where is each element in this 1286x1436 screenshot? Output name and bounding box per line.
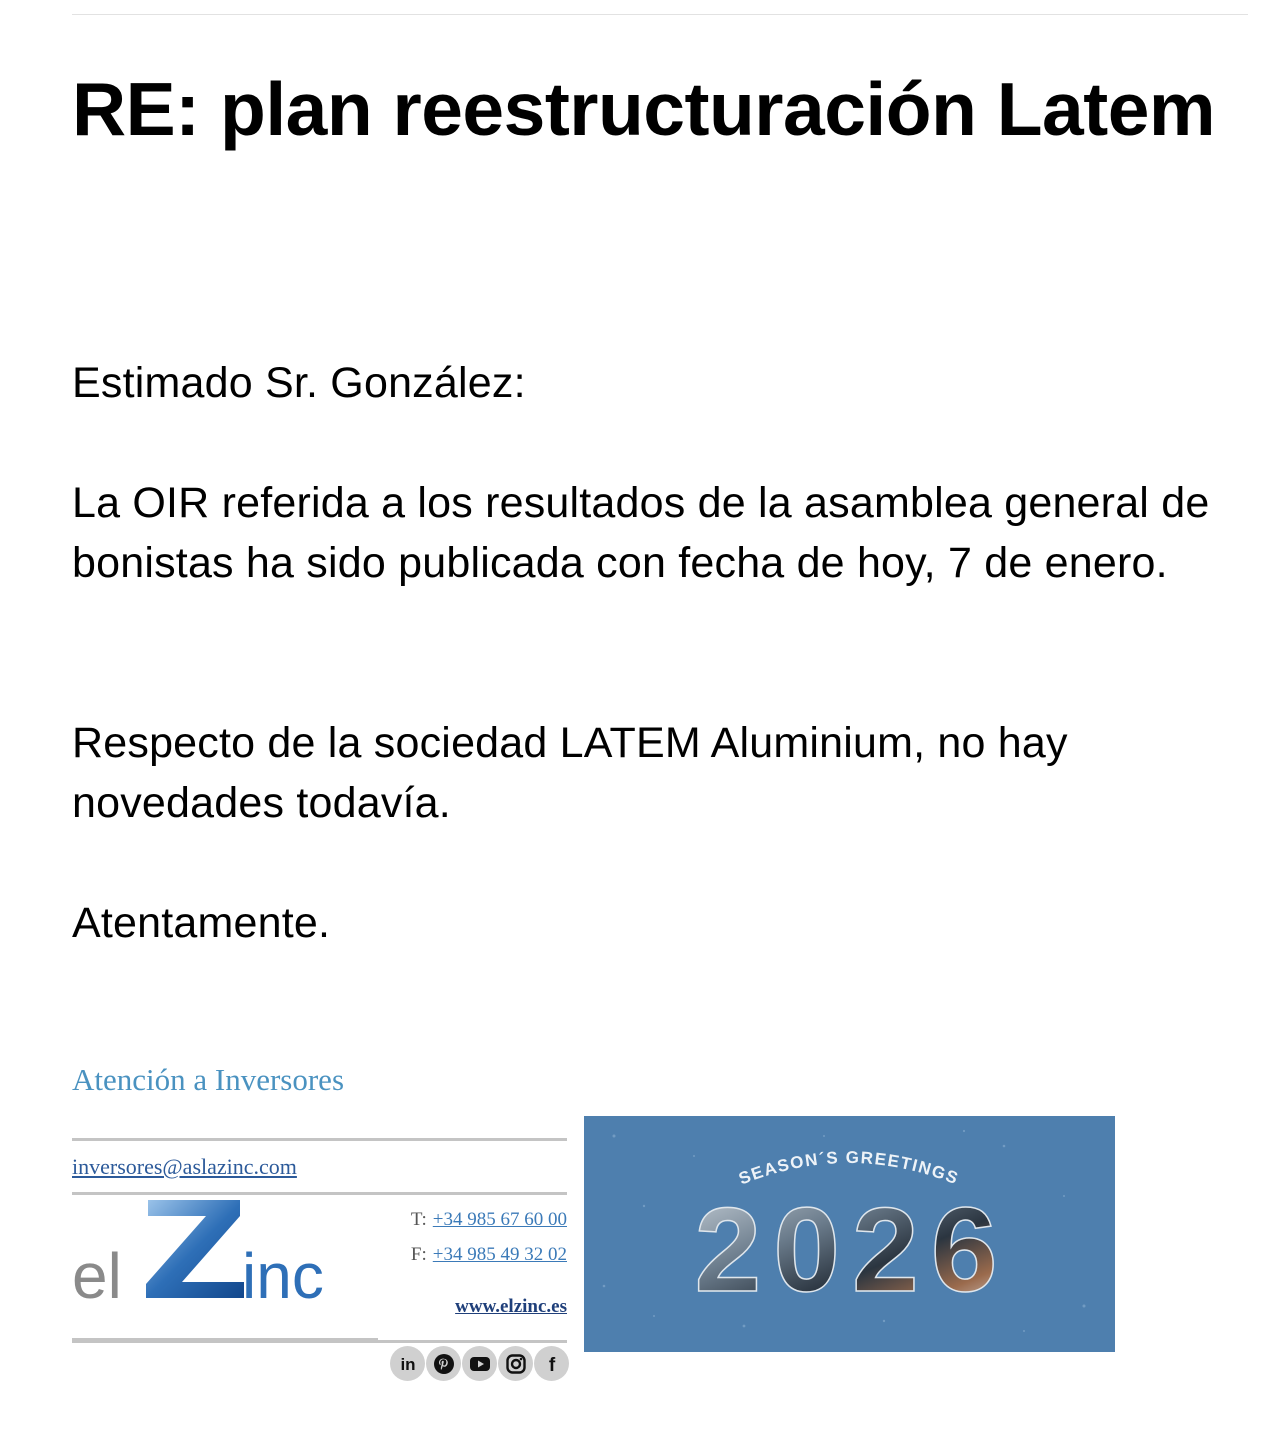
signature-email-link[interactable]: inversores@aslazinc.com <box>72 1154 297 1179</box>
pinterest-icon[interactable] <box>426 1346 461 1381</box>
svg-text:in: in <box>399 1354 416 1374</box>
signature-divider <box>378 1340 567 1343</box>
signature-title: Atención a Inversores <box>72 1062 345 1097</box>
signature-fax <box>411 1244 567 1266</box>
email-greeting: Estimado Sr. González: <box>72 359 526 407</box>
fax-link[interactable]: +34 985 49 32 02 <box>432 1244 567 1265</box>
phone-link[interactable]: +34 985 67 60 00 <box>432 1209 567 1230</box>
fax-label: F: <box>410 1244 427 1265</box>
email-closing: Atentamente. <box>72 899 331 947</box>
email-subject: RE: plan reestructuración Latem <box>72 67 1216 151</box>
website-link[interactable]: www.elzinc.es <box>455 1296 567 1317</box>
seasons-greetings-banner <box>584 1116 1115 1352</box>
social-links <box>390 1346 569 1381</box>
email-paragraph: La OIR referida a los resultados de la asamblea general de bonistas ha sido publicada con fecha de hoy, 7 de enero. <box>72 479 1210 587</box>
header-divider <box>72 14 1248 15</box>
svg-text:SEASON´S GREETINGS: SEASON´S GREETINGS <box>736 1147 962 1189</box>
signature-divider <box>72 1338 378 1343</box>
linkedin-icon[interactable] <box>390 1346 425 1381</box>
svg-text:2026: 2026 <box>694 1183 1010 1317</box>
svg-text:f: f <box>548 1354 555 1374</box>
email-paragraph: Respecto de la sociedad LATEM Aluminium, no hay novedades todavía. <box>72 719 1068 827</box>
youtube-icon[interactable] <box>462 1346 497 1381</box>
instagram-icon[interactable] <box>498 1346 533 1381</box>
facebook-icon[interactable] <box>534 1346 569 1381</box>
signature-divider <box>72 1192 567 1195</box>
svg-text:el: el <box>72 1240 122 1306</box>
svg-text:inc: inc <box>242 1240 324 1306</box>
signature-phone <box>411 1209 567 1231</box>
phone-label: T: <box>410 1209 427 1230</box>
signature-divider <box>72 1138 567 1141</box>
elzinc-logo <box>72 1196 352 1306</box>
